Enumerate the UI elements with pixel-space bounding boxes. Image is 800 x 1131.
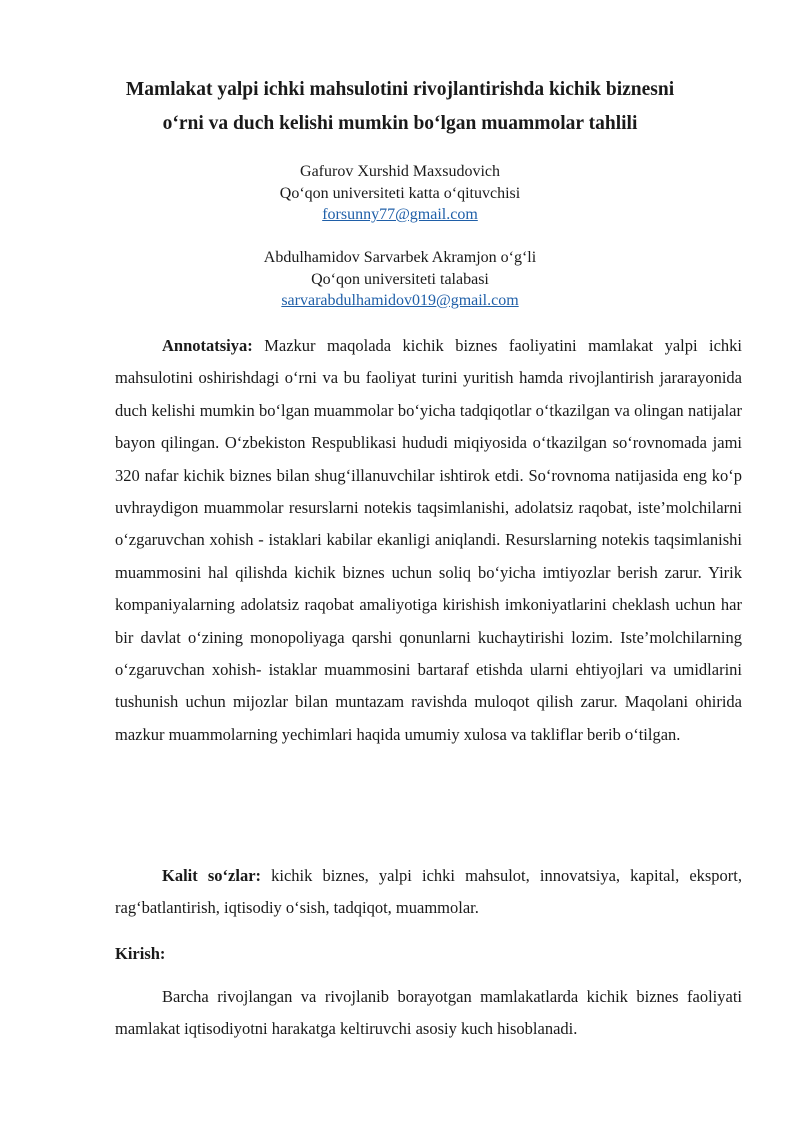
abstract-label: Annotatsiya:: [162, 336, 253, 355]
keywords-paragraph: [115, 860, 742, 925]
author-name: Gafurov Xurshid Maxsudovich: [300, 163, 500, 180]
author-name: Abdulhamidov Sarvarbek Akramjon o‘g‘li: [263, 249, 537, 266]
introduction-paragraph: Barcha rivojlangan va rivojlanib borayotgan mamlakatlarda kichik biznes faoliyati mamlakat iqtisodiyotni harakatga keltiruvchi asosiy kuch hisoblanadi.: [115, 987, 742, 1039]
keywords-label: Kalit so‘zlar:: [162, 866, 262, 885]
author-email-link[interactable]: sarvarabdulhamidov019@gmail.com: [281, 292, 519, 309]
section-heading-introduction: Kirish:: [115, 944, 166, 963]
paper-title: [100, 73, 700, 141]
abstract-paragraph: [115, 330, 742, 751]
author-affiliation: Qo‘qon universiteti talabasi: [311, 270, 489, 288]
keywords-text: kichik biznes, yalpi ichki mahsulot, innovatsiya, kapital, eksport, rag‘batlantirish, iqtisodiy o‘sish, tadqiqot, muammolar.: [115, 866, 743, 918]
author-affiliation: Qo‘qon universiteti katta o‘qituvchisi: [279, 184, 521, 202]
author-email-link[interactable]: forsunny77@gmail.com: [322, 206, 478, 223]
author-block-2: [150, 247, 650, 312]
abstract-text: Mazkur maqolada kichik biznes faoliyatini mamlakat yalpi ichki mahsulotini oshirishdagi o‘rni va bu faoliyat turini yuritish hamda rivojlantirish jararayonida duch kelishi mumkin bo‘lgan muammolar bo‘yicha tadqiqotlar o‘tkazilgan va olingan natijalar bayon qilingan. O‘zbekiston Respublikasi hududi miqiyosida o‘tkazilgan so‘rovnomada jami 320 nafar kichik biznes bilan shug‘illanuvchilar ishtirok etdi. So‘rovnoma natijasida eng ko‘p uvhraydigon muammolar resurslarni notekis taqsimlanishi, adolatsiz raqobat, iste’molchilarni o‘zgaruvchan xohish - istaklari kabilar ekanligi aniqlandi. Resurslarning notekis taqsimlanishi muammosini hal qilishda kichik biznes uchun soliq bo‘yicha imtiyozlar berish zarur. Yirik kompaniyalarning adolatsiz raqobat amaliyotiga kirishish imkoniyatlarini cheklash uchun har bir davlat o‘zining monopoliyaga qarshi qonunlarni kuchaytirishi lozim. Iste’molchilarning o‘zgaruvchan xohish- istaklar muammosini bartaraf etishda ularni ehtiyojlari va umidlarini tushunish uchun mijozlar bilan muntazam ravishda muloqot qilish zarur. Maqolani ohirida mazkur muammolarning yechimlari haqida umumiy xulosa va takliflar berib o‘tilgan.: [115, 336, 743, 744]
paper-title-line-1: Mamlakat yalpi ichki mahsulotini rivojlantirishda kichik biznesni: [125, 79, 675, 100]
author-block-1: [150, 161, 650, 226]
paper-title-line-2: o‘rni va duch kelishi mumkin bo‘lgan muammolar tahlili: [162, 113, 638, 134]
